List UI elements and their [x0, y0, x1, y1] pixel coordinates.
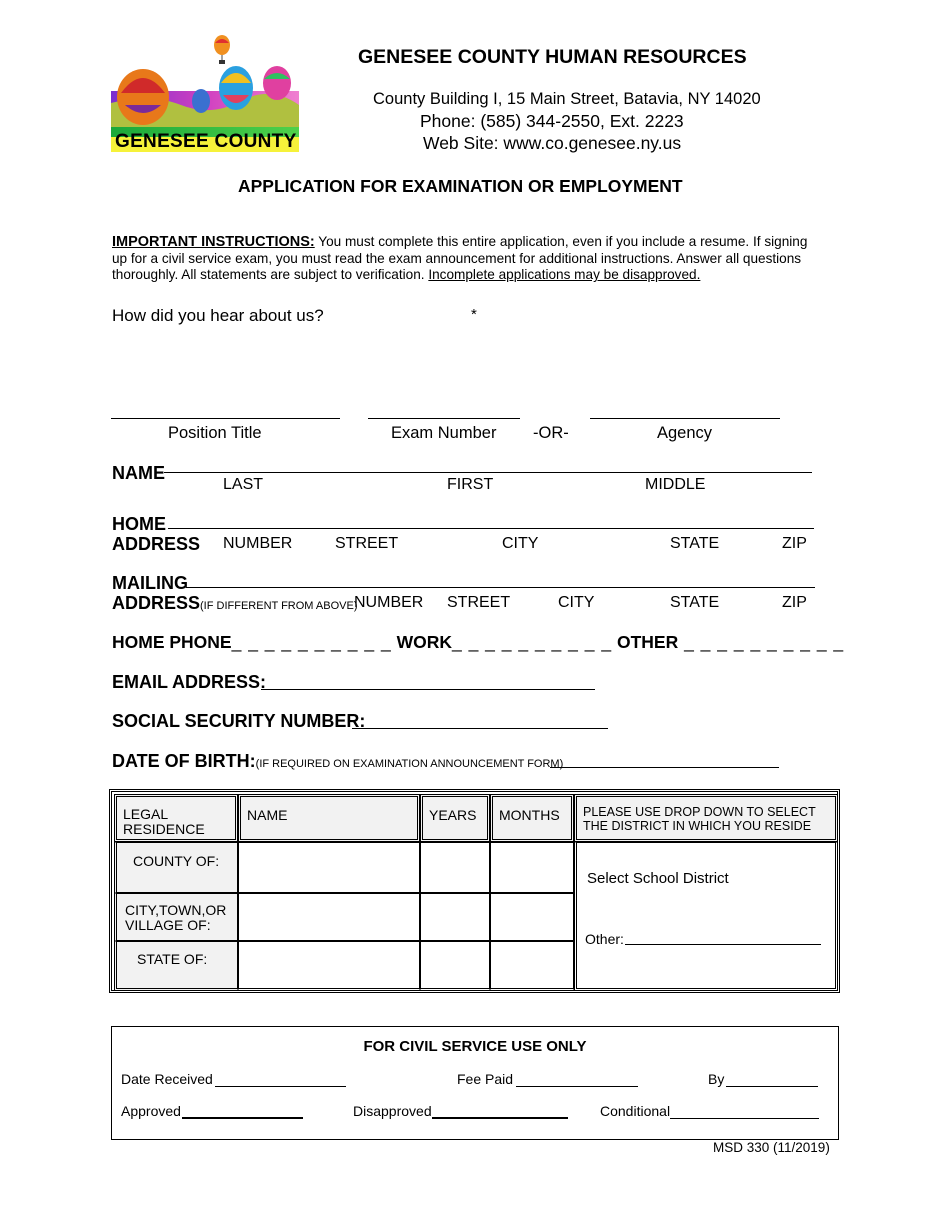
phone-row	[112, 632, 844, 653]
ssn-label: SOCIAL SECURITY NUMBER:	[112, 711, 366, 731]
fee-paid-field[interactable]	[516, 1086, 638, 1087]
mailing-zip-label: ZIP	[782, 594, 807, 611]
row-city-town-village-label: CITY,TOWN,OR VILLAGE OF:	[114, 893, 238, 941]
approved-label: Approved	[121, 1103, 181, 1119]
name-label: NAME	[112, 463, 165, 483]
city-years-cell[interactable]	[420, 893, 490, 941]
form-number: MSD 330 (11/2019)	[713, 1140, 830, 1155]
mailing-address-field[interactable]	[186, 587, 815, 588]
civil-service-use-only-box	[111, 1026, 839, 1140]
home-zip-label: ZIP	[782, 535, 807, 552]
state-name-cell[interactable]	[238, 941, 420, 991]
or-label: -OR-	[533, 424, 569, 442]
dob-label-row	[112, 751, 563, 772]
form-title: APPLICATION FOR EXAMINATION OR EMPLOYMENT	[238, 176, 683, 196]
dob-field[interactable]	[550, 767, 779, 768]
name-first-label: FIRST	[447, 476, 494, 493]
home-street-label: STREET	[335, 535, 399, 552]
home-number-label: NUMBER	[223, 535, 293, 552]
district-other-label: Other:	[585, 931, 624, 947]
by-field[interactable]	[726, 1086, 818, 1087]
mailing-state-label: STATE	[670, 594, 720, 611]
county-years-cell[interactable]	[420, 842, 490, 893]
date-received-label: Date Received	[121, 1071, 213, 1087]
conditional-label: Conditional	[600, 1103, 671, 1119]
important-instructions	[112, 234, 820, 284]
mailing-address-label-line1: MAILING	[112, 573, 188, 593]
fee-paid-label: Fee Paid	[457, 1071, 514, 1087]
name-field[interactable]	[164, 472, 812, 473]
county-name-cell[interactable]	[238, 842, 420, 893]
header-months: MONTHS	[490, 794, 574, 842]
dob-note: (IF REQUIRED ON EXAMINATION ANNOUNCEMENT FORM)	[255, 758, 564, 770]
agency-label: Agency	[657, 424, 713, 442]
disapproved-field[interactable]	[432, 1117, 568, 1119]
name-last-label: LAST	[223, 476, 264, 493]
genesee-county-logo	[111, 33, 299, 152]
org-name: GENESEE COUNTY HUMAN RESOURCES	[358, 46, 747, 68]
exam-number-field[interactable]	[368, 418, 520, 419]
other-phone-label: OTHER	[616, 632, 679, 652]
civil-service-title: FOR CIVIL SERVICE USE ONLY	[363, 1038, 587, 1055]
instructions-label: IMPORTANT INSTRUCTIONS:	[112, 234, 315, 250]
mailing-number-label: NUMBER	[354, 594, 424, 611]
logo-text: GENESEE COUNTY	[115, 131, 297, 152]
city-name-cell[interactable]	[238, 893, 420, 941]
school-district-select[interactable]: Select School District	[587, 870, 729, 887]
hear-about-label: How did you hear about us?	[112, 306, 324, 325]
instructions-disapproval-note: Incomplete applications may be disapproved.	[428, 267, 701, 282]
header-years: YEARS	[420, 794, 490, 842]
mailing-address-label-text: ADDRESS	[112, 593, 201, 613]
email-field[interactable]	[261, 689, 595, 690]
state-months-cell[interactable]	[490, 941, 574, 991]
row-state-label: STATE OF:	[114, 941, 238, 991]
disapproved-label: Disapproved	[353, 1103, 432, 1119]
org-address: County Building I, 15 Main Street, Batavia, NY 14020	[373, 90, 761, 108]
dob-label: DATE OF BIRTH:	[112, 751, 256, 771]
district-other-field[interactable]	[625, 944, 821, 945]
home-address-label-line1: HOME	[112, 514, 166, 534]
header-legal-residence: LEGAL RESIDENCE	[114, 794, 238, 842]
mailing-address-note: (IF DIFFERENT FROM ABOVE)	[200, 600, 358, 612]
header-name: NAME	[238, 794, 420, 842]
home-phone-label: HOME PHONE	[112, 632, 232, 652]
position-title-field[interactable]	[111, 418, 340, 419]
instructions-body: You must complete this entire application, even if you include a resume. If signing up for a civil service exam, you must read the exam announcement for additional instructions. Answer all questions thoroughly. All statements are subject to verification.	[112, 234, 808, 282]
home-state-label: STATE	[670, 535, 720, 552]
other-phone-field[interactable]: _ _ _ _ _ _ _ _ _ _	[678, 632, 845, 652]
agency-field[interactable]	[590, 418, 780, 419]
state-years-cell[interactable]	[420, 941, 490, 991]
work-phone-field[interactable]: _ _ _ _ _ _ _ _ _ _	[451, 632, 613, 652]
date-received-field[interactable]	[215, 1086, 346, 1087]
county-months-cell[interactable]	[490, 842, 574, 893]
name-middle-label: MIDDLE	[645, 476, 706, 493]
position-title-label: Position Title	[168, 424, 262, 442]
org-phone: Phone: (585) 344-2550, Ext. 2223	[420, 111, 684, 131]
required-asterisk: *	[471, 306, 477, 323]
exam-number-label: Exam Number	[391, 424, 497, 442]
legal-residence-table	[109, 789, 840, 993]
home-phone-field[interactable]: _ _ _ _ _ _ _ _ _ _	[231, 632, 392, 652]
work-phone-label: WORK	[396, 632, 452, 652]
org-website: Web Site: www.co.genesee.ny.us	[423, 133, 682, 153]
mailing-city-label: CITY	[558, 594, 595, 611]
ssn-field[interactable]	[352, 728, 608, 729]
approved-field[interactable]	[182, 1117, 303, 1119]
conditional-field[interactable]	[670, 1118, 819, 1119]
mailing-street-label: STREET	[447, 594, 511, 611]
header-district-instructions: PLEASE USE DROP DOWN TO SELECT THE DISTRICT IN WHICH YOU RESIDE	[574, 794, 838, 842]
home-address-label-line2: ADDRESS	[112, 534, 201, 554]
by-label: By	[708, 1071, 725, 1087]
mailing-address-label-line2	[112, 593, 358, 614]
city-months-cell[interactable]	[490, 893, 574, 941]
home-address-field[interactable]	[168, 528, 814, 529]
school-district-cell	[574, 842, 838, 991]
row-county-label: COUNTY OF:	[114, 842, 238, 893]
email-label: EMAIL ADDRESS:	[112, 672, 267, 692]
hear-about-dropdown[interactable]	[330, 304, 470, 326]
home-city-label: CITY	[502, 535, 539, 552]
